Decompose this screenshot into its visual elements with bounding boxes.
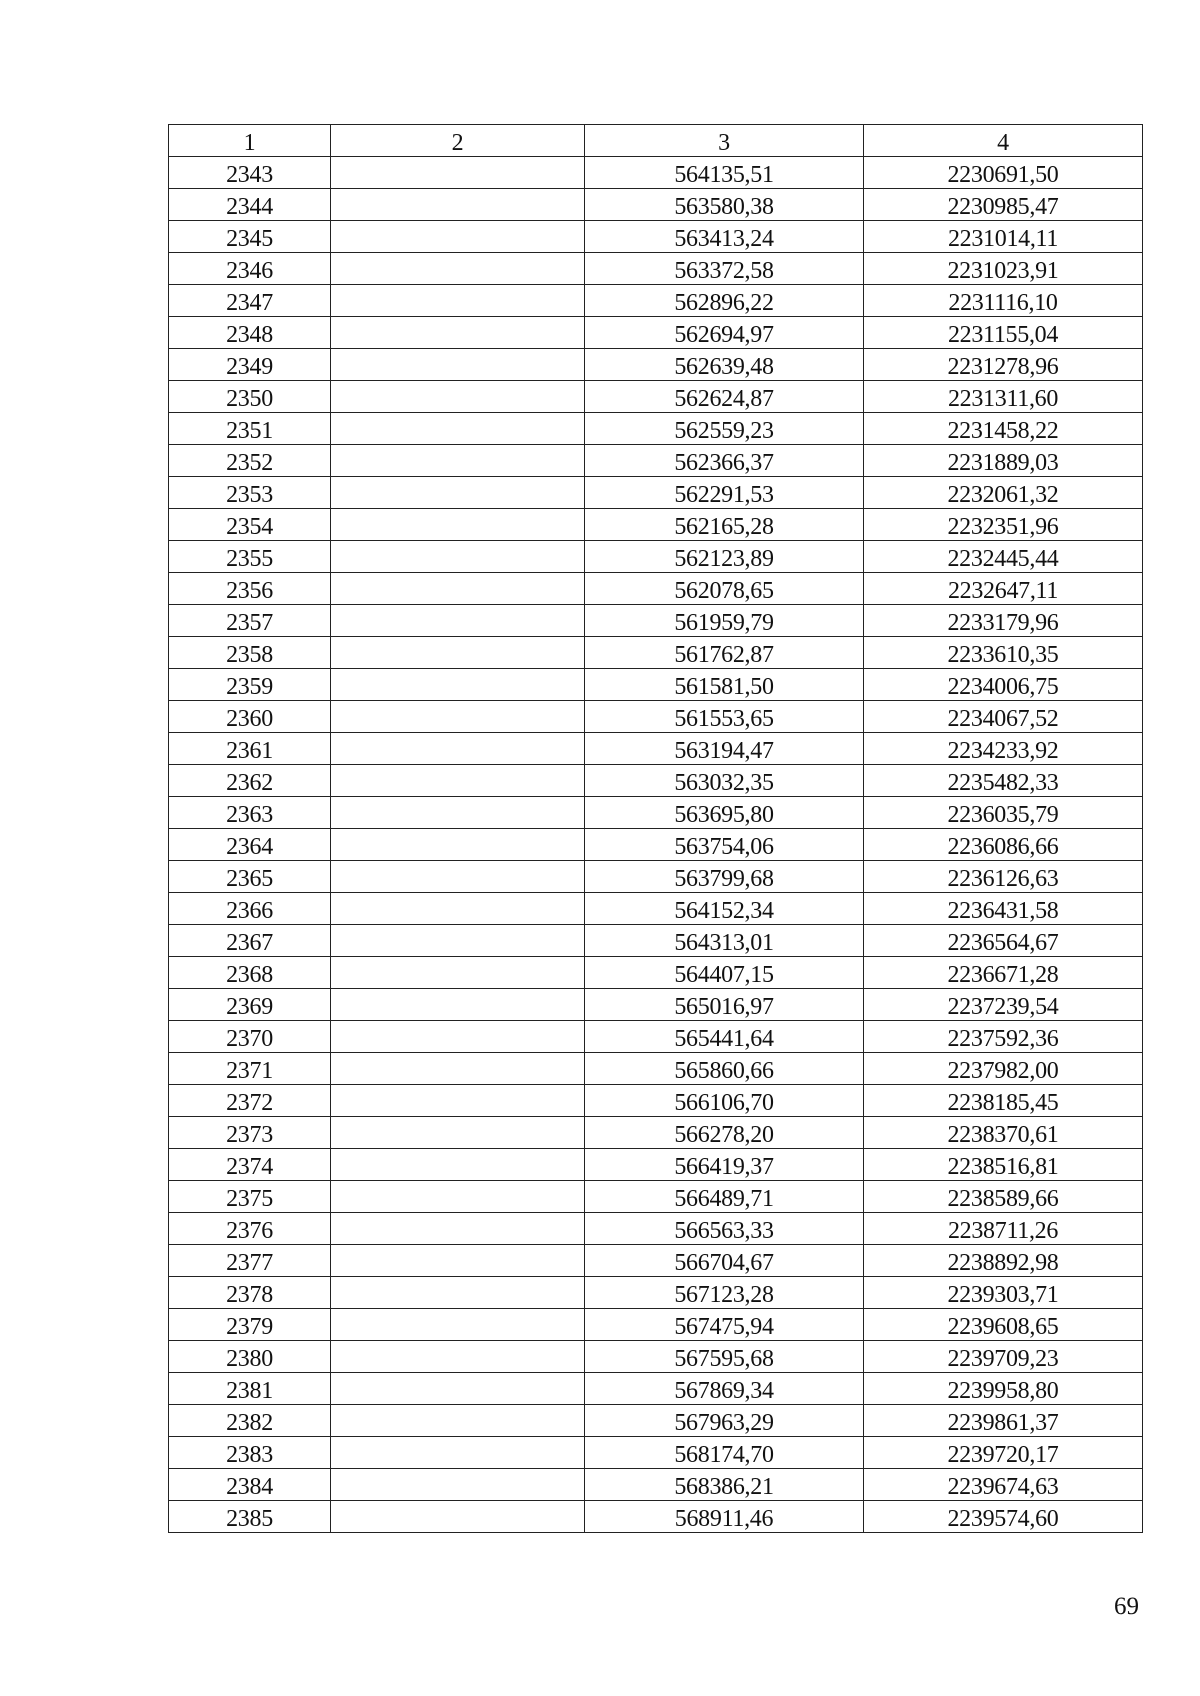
y-coordinate-cell: 2231116,10 <box>864 285 1143 317</box>
table-row <box>169 893 1143 925</box>
y-coordinate-cell: 2238892,98 <box>864 1245 1143 1277</box>
point-number-cell: 2344 <box>169 189 331 221</box>
y-coordinate-cell: 2231155,04 <box>864 317 1143 349</box>
point-number-cell: 2345 <box>169 221 331 253</box>
description-cell <box>331 349 585 381</box>
point-number-cell: 2382 <box>169 1405 331 1437</box>
x-coordinate-cell: 564135,51 <box>585 157 864 189</box>
point-number-cell: 2354 <box>169 509 331 541</box>
table-row <box>169 765 1143 797</box>
x-coordinate-cell: 562639,48 <box>585 349 864 381</box>
description-cell <box>331 445 585 477</box>
y-coordinate-cell: 2238370,61 <box>864 1117 1143 1149</box>
point-number-cell: 2370 <box>169 1021 331 1053</box>
table-body <box>169 157 1143 1533</box>
description-cell <box>331 1341 585 1373</box>
x-coordinate-cell: 563032,35 <box>585 765 864 797</box>
column-header-2: 2 <box>331 125 585 157</box>
description-cell <box>331 509 585 541</box>
description-cell <box>331 765 585 797</box>
point-number-cell: 2351 <box>169 413 331 445</box>
y-coordinate-cell: 2230691,50 <box>864 157 1143 189</box>
description-cell <box>331 1213 585 1245</box>
x-coordinate-cell: 566489,71 <box>585 1181 864 1213</box>
x-coordinate-cell: 567123,28 <box>585 1277 864 1309</box>
description-cell <box>331 637 585 669</box>
point-number-cell: 2365 <box>169 861 331 893</box>
table-row <box>169 221 1143 253</box>
table-row <box>169 413 1143 445</box>
description-cell <box>331 701 585 733</box>
x-coordinate-cell: 561553,65 <box>585 701 864 733</box>
description-cell <box>331 413 585 445</box>
point-number-cell: 2381 <box>169 1373 331 1405</box>
y-coordinate-cell: 2231311,60 <box>864 381 1143 413</box>
table-row <box>169 541 1143 573</box>
x-coordinate-cell: 566278,20 <box>585 1117 864 1149</box>
y-coordinate-cell: 2234067,52 <box>864 701 1143 733</box>
table-row <box>169 381 1143 413</box>
table-row <box>169 1213 1143 1245</box>
point-number-cell: 2369 <box>169 989 331 1021</box>
point-number-cell: 2384 <box>169 1469 331 1501</box>
header-row <box>169 125 1143 157</box>
y-coordinate-cell: 2234006,75 <box>864 669 1143 701</box>
y-coordinate-cell: 2232445,44 <box>864 541 1143 573</box>
description-cell <box>331 285 585 317</box>
table-row <box>169 669 1143 701</box>
table-row <box>169 1309 1143 1341</box>
x-coordinate-cell: 565016,97 <box>585 989 864 1021</box>
description-cell <box>331 1437 585 1469</box>
table-row <box>169 1053 1143 1085</box>
description-cell <box>331 1053 585 1085</box>
point-number-cell: 2360 <box>169 701 331 733</box>
x-coordinate-cell: 568174,70 <box>585 1437 864 1469</box>
table-row <box>169 605 1143 637</box>
point-number-cell: 2374 <box>169 1149 331 1181</box>
point-number-cell: 2347 <box>169 285 331 317</box>
table-row <box>169 285 1143 317</box>
table-header <box>169 125 1143 157</box>
x-coordinate-cell: 566563,33 <box>585 1213 864 1245</box>
point-number-cell: 2349 <box>169 349 331 381</box>
description-cell <box>331 157 585 189</box>
description-cell <box>331 477 585 509</box>
point-number-cell: 2367 <box>169 925 331 957</box>
table-row <box>169 317 1143 349</box>
y-coordinate-cell: 2239608,65 <box>864 1309 1143 1341</box>
x-coordinate-cell: 562896,22 <box>585 285 864 317</box>
y-coordinate-cell: 2236671,28 <box>864 957 1143 989</box>
x-coordinate-cell: 564152,34 <box>585 893 864 925</box>
page-number: 69 <box>1114 1593 1139 1620</box>
description-cell <box>331 381 585 413</box>
point-number-cell: 2385 <box>169 1501 331 1533</box>
description-cell <box>331 573 585 605</box>
y-coordinate-cell: 2238516,81 <box>864 1149 1143 1181</box>
description-cell <box>331 1501 585 1533</box>
table-row <box>169 797 1143 829</box>
x-coordinate-cell: 567869,34 <box>585 1373 864 1405</box>
y-coordinate-cell: 2232351,96 <box>864 509 1143 541</box>
point-number-cell: 2375 <box>169 1181 331 1213</box>
table-row <box>169 157 1143 189</box>
y-coordinate-cell: 2231458,22 <box>864 413 1143 445</box>
x-coordinate-cell: 567963,29 <box>585 1405 864 1437</box>
x-coordinate-cell: 562366,37 <box>585 445 864 477</box>
description-cell <box>331 925 585 957</box>
column-header-4: 4 <box>864 125 1143 157</box>
description-cell <box>331 669 585 701</box>
x-coordinate-cell: 564407,15 <box>585 957 864 989</box>
point-number-cell: 2346 <box>169 253 331 285</box>
y-coordinate-cell: 2237592,36 <box>864 1021 1143 1053</box>
y-coordinate-cell: 2239709,23 <box>864 1341 1143 1373</box>
point-number-cell: 2373 <box>169 1117 331 1149</box>
y-coordinate-cell: 2236564,67 <box>864 925 1143 957</box>
table-row <box>169 957 1143 989</box>
point-number-cell: 2350 <box>169 381 331 413</box>
table-row <box>169 701 1143 733</box>
x-coordinate-cell: 566106,70 <box>585 1085 864 1117</box>
description-cell <box>331 829 585 861</box>
table-row <box>169 1021 1143 1053</box>
x-coordinate-cell: 561959,79 <box>585 605 864 637</box>
table-row <box>169 509 1143 541</box>
point-number-cell: 2356 <box>169 573 331 605</box>
description-cell <box>331 1117 585 1149</box>
x-coordinate-cell: 561581,50 <box>585 669 864 701</box>
table-row <box>169 1341 1143 1373</box>
y-coordinate-cell: 2239674,63 <box>864 1469 1143 1501</box>
point-number-cell: 2377 <box>169 1245 331 1277</box>
description-cell <box>331 1149 585 1181</box>
description-cell <box>331 957 585 989</box>
x-coordinate-cell: 561762,87 <box>585 637 864 669</box>
table-row <box>169 573 1143 605</box>
y-coordinate-cell: 2235482,33 <box>864 765 1143 797</box>
x-coordinate-cell: 565860,66 <box>585 1053 864 1085</box>
x-coordinate-cell: 562624,87 <box>585 381 864 413</box>
point-number-cell: 2372 <box>169 1085 331 1117</box>
description-cell <box>331 1021 585 1053</box>
x-coordinate-cell: 563754,06 <box>585 829 864 861</box>
table-row <box>169 189 1143 221</box>
y-coordinate-cell: 2231023,91 <box>864 253 1143 285</box>
description-cell <box>331 1277 585 1309</box>
y-coordinate-cell: 2231278,96 <box>864 349 1143 381</box>
description-cell <box>331 605 585 637</box>
description-cell <box>331 253 585 285</box>
table-row <box>169 1245 1143 1277</box>
y-coordinate-cell: 2236126,63 <box>864 861 1143 893</box>
x-coordinate-cell: 568911,46 <box>585 1501 864 1533</box>
description-cell <box>331 317 585 349</box>
x-coordinate-cell: 568386,21 <box>585 1469 864 1501</box>
description-cell <box>331 1245 585 1277</box>
y-coordinate-cell: 2236431,58 <box>864 893 1143 925</box>
table-row <box>169 733 1143 765</box>
point-number-cell: 2348 <box>169 317 331 349</box>
table-row <box>169 1469 1143 1501</box>
table-row <box>169 1277 1143 1309</box>
table-row <box>169 1117 1143 1149</box>
x-coordinate-cell: 562078,65 <box>585 573 864 605</box>
x-coordinate-cell: 562694,97 <box>585 317 864 349</box>
description-cell <box>331 1405 585 1437</box>
x-coordinate-cell: 562165,28 <box>585 509 864 541</box>
x-coordinate-cell: 563372,58 <box>585 253 864 285</box>
y-coordinate-cell: 2232647,11 <box>864 573 1143 605</box>
description-cell <box>331 1309 585 1341</box>
table-row <box>169 253 1143 285</box>
y-coordinate-cell: 2238185,45 <box>864 1085 1143 1117</box>
y-coordinate-cell: 2239861,37 <box>864 1405 1143 1437</box>
column-header-3: 3 <box>585 125 864 157</box>
y-coordinate-cell: 2237239,54 <box>864 989 1143 1021</box>
description-cell <box>331 797 585 829</box>
y-coordinate-cell: 2236086,66 <box>864 829 1143 861</box>
point-number-cell: 2380 <box>169 1341 331 1373</box>
x-coordinate-cell: 563580,38 <box>585 189 864 221</box>
x-coordinate-cell: 567475,94 <box>585 1309 864 1341</box>
x-coordinate-cell: 564313,01 <box>585 925 864 957</box>
point-number-cell: 2378 <box>169 1277 331 1309</box>
y-coordinate-cell: 2239720,17 <box>864 1437 1143 1469</box>
table-row <box>169 989 1143 1021</box>
x-coordinate-cell: 563695,80 <box>585 797 864 829</box>
point-number-cell: 2353 <box>169 477 331 509</box>
table-row <box>169 1085 1143 1117</box>
table-row <box>169 1437 1143 1469</box>
point-number-cell: 2352 <box>169 445 331 477</box>
y-coordinate-cell: 2231889,03 <box>864 445 1143 477</box>
point-number-cell: 2362 <box>169 765 331 797</box>
table-row <box>169 445 1143 477</box>
column-header-1: 1 <box>169 125 331 157</box>
x-coordinate-cell: 567595,68 <box>585 1341 864 1373</box>
description-cell <box>331 861 585 893</box>
table-row <box>169 637 1143 669</box>
y-coordinate-cell: 2234233,92 <box>864 733 1143 765</box>
table-row <box>169 1149 1143 1181</box>
y-coordinate-cell: 2239303,71 <box>864 1277 1143 1309</box>
table-row <box>169 1181 1143 1213</box>
y-coordinate-cell: 2239574,60 <box>864 1501 1143 1533</box>
point-number-cell: 2376 <box>169 1213 331 1245</box>
point-number-cell: 2368 <box>169 957 331 989</box>
x-coordinate-cell: 566704,67 <box>585 1245 864 1277</box>
y-coordinate-cell: 2233610,35 <box>864 637 1143 669</box>
description-cell <box>331 541 585 573</box>
y-coordinate-cell: 2230985,47 <box>864 189 1143 221</box>
point-number-cell: 2358 <box>169 637 331 669</box>
description-cell <box>331 1469 585 1501</box>
table-row <box>169 1405 1143 1437</box>
point-number-cell: 2364 <box>169 829 331 861</box>
description-cell <box>331 989 585 1021</box>
x-coordinate-cell: 563194,47 <box>585 733 864 765</box>
point-number-cell: 2343 <box>169 157 331 189</box>
y-coordinate-cell: 2231014,11 <box>864 221 1143 253</box>
x-coordinate-cell: 563799,68 <box>585 861 864 893</box>
point-number-cell: 2361 <box>169 733 331 765</box>
table-row <box>169 1501 1143 1533</box>
x-coordinate-cell: 562559,23 <box>585 413 864 445</box>
description-cell <box>331 1373 585 1405</box>
y-coordinate-cell: 2238711,26 <box>864 1213 1143 1245</box>
y-coordinate-cell: 2236035,79 <box>864 797 1143 829</box>
description-cell <box>331 893 585 925</box>
point-number-cell: 2383 <box>169 1437 331 1469</box>
point-number-cell: 2357 <box>169 605 331 637</box>
table-row <box>169 477 1143 509</box>
table-row <box>169 829 1143 861</box>
y-coordinate-cell: 2232061,32 <box>864 477 1143 509</box>
y-coordinate-cell: 2237982,00 <box>864 1053 1143 1085</box>
description-cell <box>331 1085 585 1117</box>
point-number-cell: 2363 <box>169 797 331 829</box>
x-coordinate-cell: 562123,89 <box>585 541 864 573</box>
point-number-cell: 2371 <box>169 1053 331 1085</box>
point-number-cell: 2359 <box>169 669 331 701</box>
table-row <box>169 925 1143 957</box>
y-coordinate-cell: 2239958,80 <box>864 1373 1143 1405</box>
description-cell <box>331 189 585 221</box>
table-row <box>169 861 1143 893</box>
point-number-cell: 2379 <box>169 1309 331 1341</box>
table-row <box>169 1373 1143 1405</box>
description-cell <box>331 1181 585 1213</box>
description-cell <box>331 733 585 765</box>
table-row <box>169 349 1143 381</box>
x-coordinate-cell: 562291,53 <box>585 477 864 509</box>
x-coordinate-cell: 563413,24 <box>585 221 864 253</box>
point-number-cell: 2366 <box>169 893 331 925</box>
description-cell <box>331 221 585 253</box>
y-coordinate-cell: 2238589,66 <box>864 1181 1143 1213</box>
y-coordinate-cell: 2233179,96 <box>864 605 1143 637</box>
coordinates-table <box>168 124 1143 1533</box>
x-coordinate-cell: 566419,37 <box>585 1149 864 1181</box>
x-coordinate-cell: 565441,64 <box>585 1021 864 1053</box>
point-number-cell: 2355 <box>169 541 331 573</box>
